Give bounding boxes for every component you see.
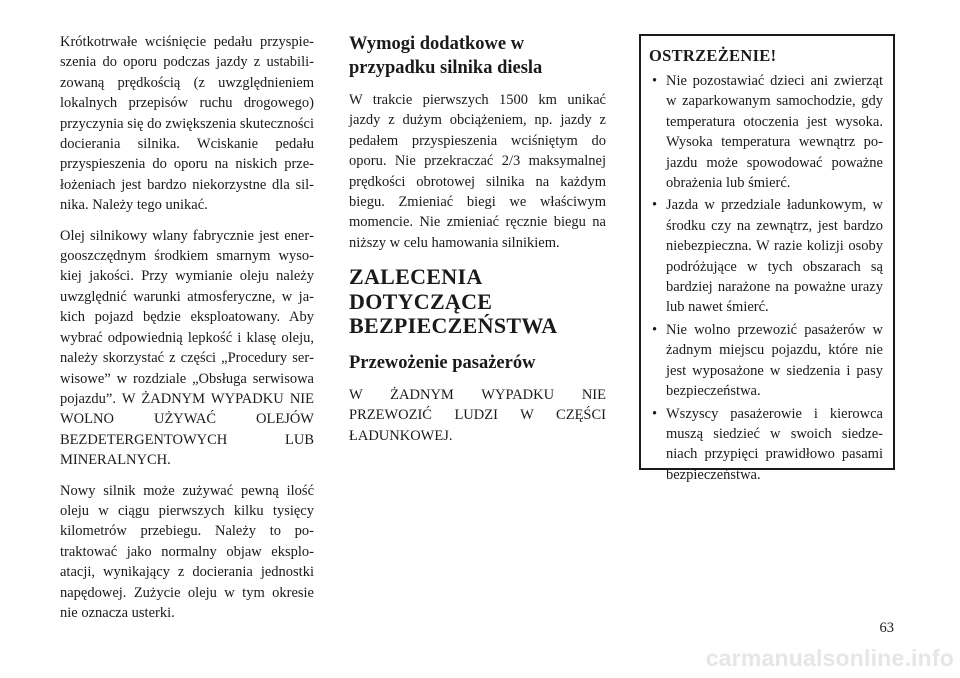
warning-item: • Wszyscy pasażerowie i kierowca muszą siedzieć w swoich siedzeniach przypięci prawidłowo pasami bezpieczeństwa. [652, 405, 883, 483]
paragraph-break-in: Krótkotrwałe wciśnięcie pedału przyspieszenia do oporu podczas jazdy z ustabilizowaną prędkością (z uwzględnieniem lokalnych przepisów ruchu drogowego) przyczynia się do zwiększenia skuteczności docierania silnika. Wciskanie pedału przyspieszenia do oporu na niskich przełożeniach jest bardzo niekorzystne dla silnika. Należy tego unikać. [60, 34, 314, 214]
paragraph-cargo-warning: W ŻADNYM WYPADKU NIE PRZEWOZIĆ LUDZI W CZĘŚCI ŁADUNKOWEJ. [349, 386, 606, 444]
paragraph-diesel: W trakcie pierwszych 1500 km unikać jazdy z dużym obciążeniem, np. jazdy z pedałem przyspieszenia wciśniętym do oporu. Nie przekraczać 2/3 maksymalnej prędkości obrotowej silnika na każdym biegu. Zmieniać biegi we właściwym momencie. Nie zmieniać ręcznie biegu na niższy w celu hamowania silnikiem. [349, 92, 606, 251]
paragraph-oil-consumption: Nowy silnik może zużywać pewną ilość oleju w ciągu pierwszych kilku tysięcy kilometrów przebiegu. Należy to potraktować jako normalny objaw eksploatacji, wynikający z docierania jednostki napędowej. Zużycie oleju w tym okresie nie oznacza usterki. [60, 482, 314, 621]
warning-box [639, 34, 895, 483]
bullet-icon: • [652, 321, 658, 338]
safety-section-title: ZALECENIA DOTYCZĄCE BEZPIECZEŃSTWA [349, 264, 558, 339]
warning-list [649, 71, 883, 485]
watermark: carmanualsonline.info [705, 645, 954, 671]
paragraph-engine-oil: Olej silnikowy wlany fabrycznie jest energooszczędnym środkiem smarnym wysokiej jakości. Przy wymianie oleju należy uwzględnić warunki atmosferyczne, w jakich pojazd będzie eksploatowany. Aby wybrać odpowiednią lepkość i klasę oleju, należy skorzystać z części „Procedury serwisowe” w rozdziale „Obsługa serwisowa pojazdu”. W ŻADNYM WYPADKU NIE WOLNO UŻYWAĆ OLEJÓW BEZDETERGENTOWYCH LUB MINERALNYCH. [60, 227, 314, 469]
page-number: 63 [879, 620, 894, 636]
diesel-requirements-heading: Wymogi dodatkowe w przypadku silnika diesla [349, 34, 543, 78]
middle-column [349, 32, 606, 456]
bullet-icon: • [652, 197, 658, 214]
warning-title: OSTRZEŻENIE! [649, 46, 777, 65]
warning-item: • Nie wolno przewozić pasażerów w żadnym miejscu pojazdu, które nie jest wyposażone w siedzenia i pasy bezpieczeństwa. [652, 321, 883, 400]
bullet-icon: • [652, 73, 658, 89]
passengers-heading: Przewożenie pasażerów [349, 352, 536, 373]
warning-item: • Jazda w przedziale ładunkowym, w środku czy na zewnątrz, jest bardzo niebezpieczna. W razie kolizji osoby podróżujące w tych obszarach są bardziej narażone na poważne urazy lub nawet śmierć. [652, 197, 883, 316]
bullet-icon: • [652, 405, 658, 422]
left-column [60, 32, 314, 633]
warning-item: • Nie pozostawiać dzieci ani zwierząt w zaparkowanym samochodzie, gdy temperatura otoczenia jest wysoka. Wysoka temperatura wewnątrz pojazdu może spowodować poważne obrażenia lub śmierć. [652, 73, 883, 192]
